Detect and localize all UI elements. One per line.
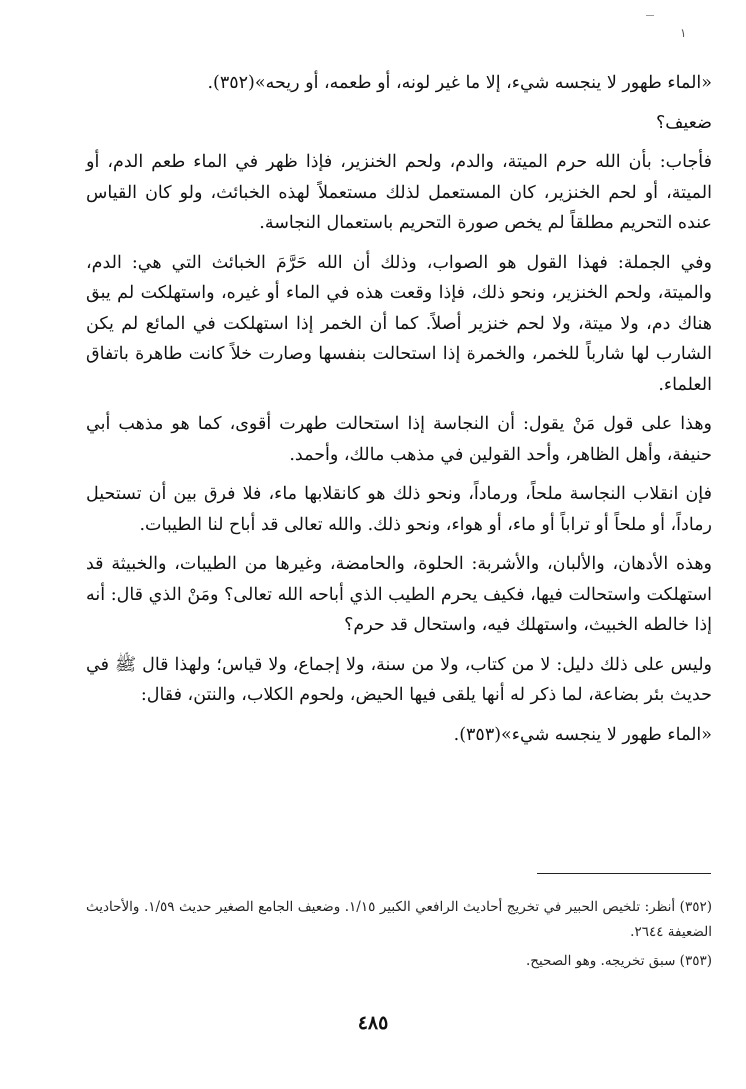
footnote-352: (٣٥٢) أنظر: تلخيص الحبير في تخريج أحاديث الرافعي الكبير ١/١٥. وضعيف الجامع الصغير حديث ١/٥٩. والأحاديث الضعيفة ٢٦٤٤. [86,899,712,940]
main-text [86,68,712,759]
paragraph-tayyibat: وهذه الأدهان، والألبان، والأشربة: الحلوة، والحامضة، وغيرها من الطيبات، والخبيثة قد استهلكت واستحالت فيها، فكيف يحرم الطيب الذي أباحه الله تعالى؟ ومَنْ الذي قال: أنه إذا خالطه الخبيث، واستهلك فيه، واستحال قد حرم؟ [86,554,712,635]
paragraph-quote-hadith: «الماء طهور لا ينجسه شيء، إلا ما غير لونه، أو طعمه، أو ريحه»(٣٥٢). [207,73,712,93]
page-number: ٤٨٥ [357,1012,389,1034]
footnotes [86,895,712,978]
corner-mark: ١ [680,26,687,40]
paragraph-summary: وفي الجملة: فهذا القول هو الصواب، وذلك أن الله حَرَّمَ الخبائث التي هي: الدم، والميتة، ولحم الخنزير، ونحو ذلك، فإذا وقعت هذه في الماء أو غيره، واستهلكت لم يبق هناك دم، ولا ميتة، ولا لحم خنزير أصلاً. كما أن الخمر إذا استهلكت في المائع لم يكن الشارب لها شارباً للخمر، والخمرة إذا استحالت بنفسها وصارت خلاً كانت طاهرة باتفاق العلماء. [86,252,712,395]
paragraph-evidence: وليس على ذلك دليل: لا من كتاب، ولا من سنة، ولا إجماع، ولا قياس؛ ولهذا قال ﷺ في حديث بئر بضاعة، لما ذكر له أنها يلقى فيها الحيض، ولحوم الكلاب، والنتن، فقال: [86,654,712,705]
footnote-divider [537,873,711,874]
paragraph-question: ضعيف؟ [656,112,712,133]
paragraph-answer: فأجاب: بأن الله حرم الميتة، والدم، ولحم الخنزير، فإذا ظهر في الماء طعم الدم، أو الميتة، أو لحم الخنزير، كان المستعمل لذلك مستعملاً لهذه الخبائث، ولو كان القياس عنده التحريم مطلقاً لم يخص صورة التحريم باستعمال النجاسة. [86,152,712,233]
footnote-353: (٣٥٣) سبق تخريجه. وهو الصحيح. [525,953,712,969]
paragraph-istihala: وهذا على قول مَنْ يقول: أن النجاسة إذا استحالت طهرت أقوى، كما هو مذهب أبي حنيفة، وأهل الظاهر، وأحد القولين في مذهب مالك، وأحمد. [86,414,712,465]
scan-speck [646,15,654,16]
paragraph-quote-hadith-2: «الماء طهور لا ينجسه شيء»(٣٥٣). [453,724,712,745]
paragraph-transformation: فإن انقلاب النجاسة ملحاً، ورماداً، ونحو ذلك هو كانقلابها ماء، فلا فرق بين أن تستحيل رماداً، أو ملحاً أو تراباً أو ماء، أو هواء، ونحو ذلك. والله تعالى قد أباح لنا الطيبات. [86,484,712,535]
